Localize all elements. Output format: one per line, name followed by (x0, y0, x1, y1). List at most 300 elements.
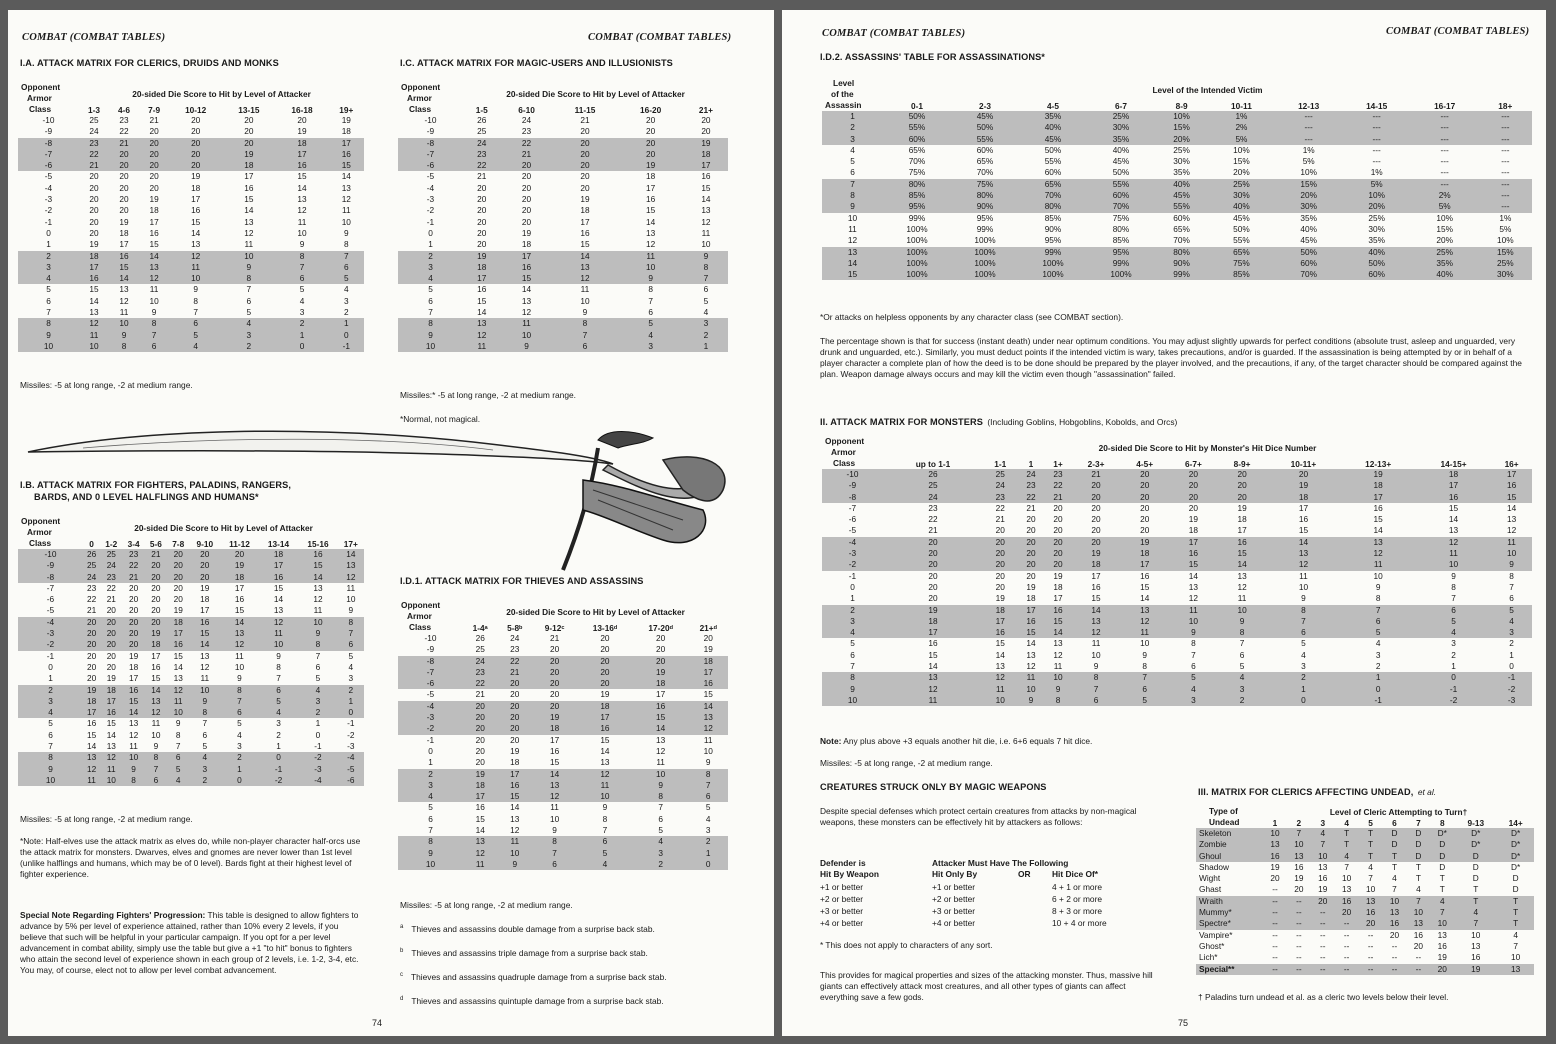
table-cell: 10 (1383, 896, 1407, 907)
table-cell: 9 (122, 764, 144, 775)
col-header: 11-15 (574, 105, 596, 115)
table-cell: 8 (1191, 638, 1196, 649)
table-cell: 4 (298, 685, 337, 696)
table-cell: 15 (1448, 502, 1459, 513)
table-cell: 15 (1298, 525, 1309, 536)
table-cell: 45% (1019, 134, 1087, 145)
table-cell: --- (1411, 122, 1479, 133)
table-cell: 20 (122, 617, 144, 628)
table-cell: 16 (1383, 918, 1407, 929)
table-cell: 20 (1120, 469, 1169, 480)
table-cell: 100% (951, 269, 1019, 280)
table-cell: 20 (1120, 480, 1169, 491)
table-cell: D (1406, 839, 1430, 850)
table-cell: 20 (1091, 514, 1101, 525)
table-cell: 20 (119, 171, 129, 182)
table-cell: 11 (100, 764, 122, 775)
row-label: -3 (822, 548, 883, 559)
section-title-cmw: CREATURES STRUCK ONLY BY MAGIC WEAPONS (820, 782, 1047, 792)
table-cell: 5 (1491, 605, 1532, 616)
table-cell: 9 (1044, 684, 1071, 695)
table-cell: 1 (1266, 684, 1340, 695)
table-cell: 16 (1318, 873, 1328, 884)
table-cell: T (1415, 873, 1421, 884)
row-label: -3 (18, 628, 83, 639)
row-label: 1 (428, 239, 433, 250)
table-cell: 0 (329, 330, 364, 341)
table-cell: 16 (646, 194, 656, 205)
table-cell: 4 (343, 284, 349, 295)
row-label: 4 (850, 144, 855, 155)
table-cell: 5% (1411, 201, 1479, 212)
table-cell: 22 (122, 560, 144, 571)
table-cell: 20 (521, 194, 532, 205)
table-cell: 18 (167, 617, 189, 628)
row-label: 7 (48, 741, 53, 752)
table-row (398, 780, 728, 791)
table-cell: 6 (703, 284, 709, 295)
table-cell: 55% (883, 122, 951, 133)
table-cell: 4 (1218, 672, 1267, 683)
table-row (822, 616, 1532, 627)
table-cell: 55% (951, 134, 1019, 145)
table-row (18, 628, 364, 639)
table-cell: 40% (1343, 247, 1411, 258)
table-cell: --- (1479, 201, 1532, 212)
table-cell: 1% (1302, 144, 1315, 155)
table-cell: 20 (600, 633, 610, 643)
table-cell: 24 (983, 480, 1018, 491)
table-cell: 100% (951, 247, 1019, 258)
table-cell: 12 (128, 729, 139, 740)
table-cell: 9 (153, 741, 159, 752)
table-cell: 7 (329, 251, 364, 262)
row-label: 1 (822, 111, 883, 122)
table-cell: 17 (1169, 537, 1218, 548)
table-cell: 4 (705, 813, 711, 824)
table-cell: T (1359, 851, 1383, 862)
table-cell: 45% (1155, 190, 1208, 201)
table-cell: 8 (1218, 627, 1267, 638)
table-cell: 17 (549, 734, 560, 745)
table-cell: 20 (883, 537, 983, 548)
table-cell: 12 (83, 764, 100, 775)
table-cell: 6 (246, 295, 252, 306)
table-cell: 20 (1218, 492, 1267, 503)
table-cell: 20 (477, 216, 487, 227)
table-cell: 100% (974, 235, 996, 246)
table-row (398, 689, 728, 700)
table-cell: +3 or better (932, 906, 976, 916)
table-cell: 20 (106, 650, 116, 661)
table-cell: 14 (646, 216, 656, 227)
table-row (18, 639, 364, 650)
table-row (18, 651, 364, 662)
table-cell: 15% (1233, 156, 1250, 167)
table-cell: 11 (501, 318, 553, 329)
table-cell: 2 (343, 307, 349, 318)
table-row (822, 190, 1532, 201)
table-row (822, 638, 1532, 649)
table-cell: --- (1440, 167, 1449, 178)
row-label: 12 (847, 235, 858, 246)
table-cell: 4 (617, 330, 683, 341)
table-row (822, 122, 1532, 133)
table-cell: 14 (995, 649, 1005, 660)
table-cell: 17 (1091, 570, 1101, 581)
table-cell: 11 (617, 251, 683, 262)
table-cell: 21 (501, 149, 553, 160)
row-label: -9 (18, 560, 83, 571)
table-cell: 10 (79, 341, 109, 352)
table-cell: 20 (89, 227, 99, 238)
table-cell: 22 (501, 138, 553, 149)
table-cell: D* (1430, 828, 1454, 839)
table-cell: 6 (145, 775, 167, 786)
table-cell: 10 (1091, 649, 1101, 660)
table-cell: 7 (552, 330, 617, 341)
table-cell: --- (1411, 134, 1479, 145)
table-cell: 20 (151, 594, 161, 605)
table-cell: 50% (1343, 258, 1411, 269)
row-label: 8 (398, 318, 463, 329)
table-cell: D* (1454, 839, 1497, 850)
table-cell: 8 (1266, 605, 1340, 616)
table-row (1196, 839, 1534, 850)
table-cell: 10 (983, 695, 1018, 706)
table-cell: 18 (646, 171, 656, 182)
table-cell: 7 (688, 780, 728, 791)
table-cell: 20 (497, 723, 532, 734)
col-header: 21+ (698, 105, 713, 115)
table-cell: 15 (109, 262, 139, 273)
col-header: 16+ (1504, 459, 1519, 469)
table-cell: 3 (617, 341, 683, 352)
table-cell: 22 (995, 502, 1005, 513)
table-cell: -2 (347, 729, 355, 740)
table-cell: 9 (1301, 593, 1306, 604)
table-cell: 14 (552, 251, 617, 262)
table-cell: 15 (580, 239, 590, 250)
table-cell: 4 (189, 752, 220, 763)
table-cell: 85% (883, 190, 951, 201)
table-row (820, 894, 1166, 906)
row-label: 5 (850, 638, 855, 649)
table-cell: 20 (463, 723, 497, 734)
table-cell: 21 (1026, 502, 1036, 513)
table-cell: 10 (1416, 559, 1491, 570)
table-cell: 23 (521, 126, 532, 137)
table-cell: 12 (1188, 593, 1199, 604)
table-cell: D (1439, 861, 1446, 872)
table-cell: 22 (463, 160, 501, 171)
table-cell: 20 (128, 582, 139, 593)
table-cell: 9 (151, 307, 157, 318)
table-cell: 15 (244, 194, 254, 205)
table-cell: 19 (1454, 964, 1497, 975)
table-cell: 16 (1359, 907, 1383, 918)
col-header: 17+ (343, 539, 358, 549)
table-cell: 20 (106, 605, 116, 616)
table-cell: 10% (1436, 212, 1453, 223)
table-cell: 8 (552, 318, 617, 329)
table-cell: 15 (497, 791, 532, 802)
table-cell: 4 (1169, 684, 1218, 695)
table-row (18, 673, 364, 684)
row-label: -2 (398, 723, 463, 734)
table-cell: 8 (193, 295, 198, 306)
row-label: 10 (398, 341, 463, 352)
col-header: 8-9 (1175, 101, 1188, 111)
table-cell: -- (1415, 952, 1422, 963)
col-header: 16-20 (640, 105, 662, 115)
table-cell: 8 (139, 318, 169, 329)
table-cell: 11 (1340, 559, 1415, 570)
table-cell: 18 (220, 572, 259, 583)
table-cell: 3 (1169, 695, 1218, 706)
table-cell: 5 (202, 741, 208, 752)
table-row (18, 228, 364, 239)
table-cell: 18 (200, 594, 210, 605)
table-row (398, 296, 728, 307)
table-cell: 10 (580, 295, 590, 306)
table-cell: 12 (1237, 581, 1247, 592)
table-cell: 18 (684, 149, 728, 160)
table-cell: 100% (951, 258, 1019, 269)
table-cell: 16 (633, 701, 689, 712)
table-cell: 10 + 4 or more (1052, 918, 1107, 928)
table-row (398, 791, 728, 802)
table-cell: 20 (109, 149, 139, 160)
table-row (398, 115, 728, 126)
row-label: 3 (398, 780, 463, 791)
table-cell: 18 (341, 126, 351, 137)
row-label: -10 (424, 115, 437, 125)
table-cell: 6 (167, 752, 189, 763)
table-cell: 18 (1266, 492, 1340, 503)
table-cell: 16 (1335, 896, 1359, 907)
table-cell: 21 (122, 572, 144, 583)
col-header: 5-6 (149, 539, 162, 549)
paragraph-cmw-2: This provides for magical properties and sizes of the attacking monster. Thus, massive hill giants can effectively attack most creatures, and all other types of giants can affect everything save a few gods. (820, 970, 1153, 1003)
row-label: -2 (426, 205, 435, 216)
table-cell: 11 (1091, 638, 1101, 649)
table-cell: 3 (189, 764, 220, 775)
table-cell: 60% (1087, 190, 1155, 201)
table-cell: 20 (477, 194, 487, 205)
table-row (18, 149, 364, 160)
table-cell: 10 (1263, 828, 1287, 839)
table-row (822, 469, 1532, 480)
table-cell: 70% (1173, 235, 1190, 246)
table-cell: -- (1287, 918, 1311, 929)
table-cell: 11 (1237, 593, 1247, 604)
col-header: 3-4 (127, 539, 140, 549)
table-cell: 2 (338, 685, 364, 696)
row-label: -7 (46, 582, 55, 593)
table-cell: 20 (83, 617, 100, 628)
table-cell: 16 (329, 149, 364, 160)
table-cell: 55% (1233, 235, 1250, 246)
table-cell: -- (1311, 964, 1335, 975)
table-cell: 16 (1491, 480, 1532, 491)
table-cell: 20 (100, 639, 122, 650)
table-cell: 20 (167, 572, 189, 583)
table-cell: 12 (646, 239, 656, 250)
table-cell: 13 (244, 216, 254, 227)
table-cell: 8 + 3 or more (1052, 906, 1103, 916)
table-cell: --- (1501, 156, 1510, 167)
table-row (822, 167, 1532, 178)
table-cell: 15 (1091, 593, 1101, 604)
table-cell: 6 (202, 729, 208, 740)
table-cell: 20 (169, 138, 222, 149)
footnote-cmw: * This does not apply to characters of any sort. (820, 940, 993, 950)
table-cell: 23 (119, 115, 129, 125)
table-cell: 3 (684, 318, 728, 329)
table-cell: 10 (259, 639, 298, 650)
table-cell: 4 (703, 307, 709, 318)
table-cell: 20 (169, 160, 222, 171)
table-cell: 20 (220, 549, 259, 560)
table-cell: 20 (1430, 964, 1454, 975)
table-cell: 10 (122, 752, 144, 763)
table-cell: 20% (1155, 134, 1208, 145)
table-cell: 6 (315, 661, 321, 672)
table-cell: 24 (521, 115, 532, 125)
table-cell: 12 (1053, 649, 1063, 660)
table-cell: 14 (145, 685, 167, 696)
table-row (398, 228, 728, 239)
row-label: -4 (398, 701, 463, 712)
table-row (398, 126, 728, 137)
table-cell: 2 (1266, 672, 1340, 683)
table-cell: 15% (1275, 179, 1343, 190)
col-header: 6-10 (518, 105, 535, 115)
table-row (398, 149, 728, 160)
table-cell: 2 (220, 752, 259, 763)
row-label: 2 (822, 605, 883, 616)
table-cell: 16 (189, 617, 220, 628)
table-cell: 11 (983, 684, 1018, 695)
table-cell: 10 (1373, 570, 1383, 581)
table-cell: 15 (149, 239, 159, 250)
table-cell: 20 (656, 633, 666, 643)
table-cell: 13 (552, 262, 617, 273)
table-cell: +4 or better (820, 918, 864, 928)
table-cell: 19 (995, 593, 1005, 604)
table-cell: 10 (1365, 884, 1376, 895)
table-cell: 5 (1340, 627, 1415, 638)
col-header: 0 (89, 539, 94, 549)
table-cell: 22 (119, 126, 129, 137)
table-cell: 13 (297, 194, 307, 205)
table-cell: 20 (580, 171, 590, 182)
row-label: 10 (18, 775, 83, 786)
table-cell: 21 (580, 115, 590, 125)
table-cell: 3 (633, 848, 689, 859)
table-cell: 50% (1112, 167, 1130, 178)
table-cell: 5% (1302, 156, 1315, 167)
table-cell: 14 (1218, 559, 1267, 570)
col-header: 7-8 (172, 539, 185, 549)
table-cell: 0 (338, 707, 364, 718)
table-cell: 12 (1026, 661, 1036, 672)
table-cell: 19 (521, 227, 532, 238)
table-cell: 0 (1340, 684, 1415, 695)
row-label: Vampire* (1199, 929, 1233, 940)
table-cell: 23 (1018, 480, 1045, 491)
table-cell: D (1472, 873, 1479, 884)
col-header: 1-5 (475, 105, 488, 115)
running-header-left: COMBAT (COMBAT TABLES) (22, 32, 166, 43)
table-row (822, 672, 1532, 683)
table-cell: -- (1343, 929, 1350, 940)
table-cell: 13 (200, 650, 210, 661)
table-cell: 4 (299, 295, 305, 306)
footnote: $^b$ Thieves and assassins triple damage from a surprise back stab. (400, 948, 648, 959)
special-note-ib: Special Note Regarding Fighters' Progression: This table is designed to allow fighters to advance by 5% per level of experience attained, rather than 10% every 2 levels, if you believe that such will be helpful in your particular campaign. If you opt for a per level advancement in combat ability, simply use the table but give a +1 "to hit" bonus to fighters who attain the second level of experience shown in each group of 2 levels, i.e. 1-2, 3-4, etc. You may, of course, elect not to allow per level combat advancement. (20, 910, 359, 976)
table-cell: 10 (167, 707, 189, 718)
table-cell: 17 (128, 673, 139, 684)
table-row (822, 661, 1532, 672)
table-cell: --- (1479, 122, 1532, 133)
table-cell: 7 (684, 273, 728, 284)
table-cell: 10 (549, 813, 560, 824)
table-row (18, 685, 364, 696)
table-cell: -- (1287, 964, 1311, 975)
table-cell: 11 (200, 673, 210, 684)
table-cell: 1 (276, 741, 281, 752)
table-cell: 18 (259, 549, 298, 560)
table-cell: 20 (1072, 492, 1121, 503)
row-label: -8 (822, 492, 883, 503)
table-cell: T (1439, 873, 1445, 884)
row-label: Lich* (1199, 952, 1218, 963)
row-label: 10 (398, 859, 463, 870)
table-cell: 20 (475, 734, 485, 745)
table-cell: 15 (646, 205, 656, 216)
row-label: -10 (822, 469, 883, 480)
table-cell: 11 (656, 757, 665, 768)
table-cell: 3 (705, 825, 711, 836)
table-cell: 15 (549, 757, 560, 768)
table-cell: 13 (521, 295, 532, 306)
table-cell: 20 (1218, 469, 1267, 480)
table-cell: 19 (191, 171, 201, 182)
table-cell: 8 (189, 707, 220, 718)
table-cell: 20 (1072, 537, 1121, 548)
table-cell: D (1430, 851, 1454, 862)
table-cell: 4 (633, 836, 689, 847)
footnote: $^c$ Thieves and assassins quadruple damage from a surprise back stab. (400, 972, 667, 983)
table-cell: --- (1440, 144, 1449, 155)
table-cell: 20 (995, 570, 1005, 581)
table-row (1196, 907, 1534, 918)
row-label: Ghast (1199, 884, 1222, 895)
table-cell: T (1391, 861, 1398, 872)
table-cell: 20 (510, 689, 520, 700)
paragraph-id2: The percentage shown is that for success (instant death) under near optimum conditions. You may adjust slightly upwards for perfect conditions (absolute trust, asleep and unguarded, very drunk and unguarded, etc.). Similarly, you must deduct points if the intended victim is wary, takes precautions, and/or is guarded. If the assassination is being attempted by or in behalf of a player character a complete plan of how the deed is to be done should be prepared by the player involved, and the precautions, if any, of the target character should be compared against the plan. Weapon damage always occurs and may kill the victim even though "assassination" failed. (820, 336, 1522, 380)
table-cell: 15 (701, 182, 711, 193)
table-cell: 6 (329, 262, 364, 273)
table-ii (822, 436, 1532, 706)
table-cell: 20 (1091, 502, 1101, 513)
table-cell: 14 (109, 273, 139, 284)
col-header: 6-7+ (1184, 459, 1202, 469)
table-cell: 25% (1368, 212, 1385, 223)
table-cell: 21 (145, 549, 167, 560)
